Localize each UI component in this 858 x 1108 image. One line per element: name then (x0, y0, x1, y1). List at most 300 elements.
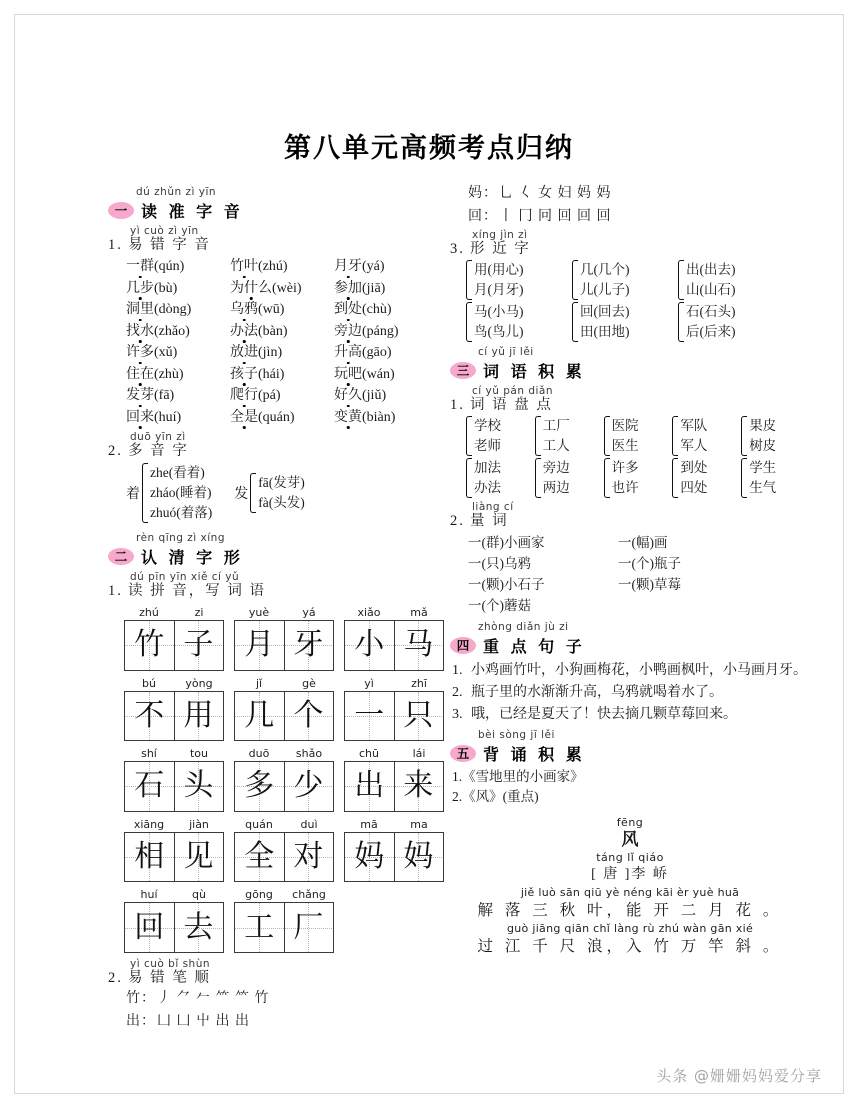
word-term: 许多 (126, 345, 154, 360)
pair-items (680, 416, 707, 456)
grid-word-boxes (234, 620, 334, 671)
pair-item: 树皮 (749, 438, 777, 453)
word-term: 回来 (126, 409, 154, 425)
sub-yicuobishun (108, 958, 438, 987)
word-cell (230, 321, 334, 343)
grid-word-pinyin (124, 817, 224, 832)
pair-items (749, 458, 776, 498)
grid-word-pinyin (124, 676, 224, 691)
pinyin-label: chū (359, 747, 379, 761)
word-row (126, 299, 438, 321)
sentence-text: 瓶子里的水渐渐升高，乌鸦就喝着水了。 (471, 685, 723, 700)
pair-item: 两边 (542, 480, 570, 495)
measure-word-item: 一(个)瓶子 (618, 556, 681, 571)
pair-item: 也许 (611, 480, 639, 495)
pair-item: 山(山石) (686, 282, 736, 297)
word-term: 升高 (334, 345, 362, 360)
pair-row (466, 260, 810, 300)
section-2-badge: 二 (108, 548, 134, 565)
word-cell (126, 342, 230, 364)
character-glyph: 石 (134, 769, 165, 803)
word-pinyin: (jìn) (258, 345, 283, 360)
brace-icon (678, 302, 684, 342)
pair-group (466, 458, 527, 498)
pair-items (543, 416, 570, 456)
sub-yicuoziyin-title: 易 错 字 音 (128, 237, 211, 253)
pair-group (741, 458, 802, 498)
pair-items (686, 302, 736, 342)
word-pinyin: (zhú) (258, 259, 288, 274)
ciyupandian-groups (466, 416, 810, 498)
character-box (174, 833, 223, 882)
sub-duoyinzi (108, 431, 438, 460)
pair-items (749, 416, 776, 456)
word-pinyin: (dòng) (154, 302, 192, 317)
word-term: 爬行 (230, 388, 258, 403)
polyphone-items (150, 463, 212, 523)
pair-item: 儿(儿子) (580, 282, 630, 297)
stroke-line (468, 183, 810, 205)
character-box (345, 833, 394, 882)
word-pinyin: (jiā) (362, 280, 386, 296)
pair-item: 出(出去) (686, 262, 736, 277)
word-cell (126, 256, 230, 278)
sub-yicuoziyin-line (108, 237, 438, 254)
right-column (450, 182, 810, 958)
word-term: 到处 (334, 302, 362, 317)
character-glyph: 回 (134, 910, 165, 944)
word-pinyin: (wū) (258, 302, 285, 317)
stroke-line (126, 1011, 438, 1033)
sub-liangci-index: 2. (450, 513, 465, 529)
word-term: 变黄 (334, 409, 362, 425)
pair-items (474, 458, 501, 498)
poem-title-pinyin: fēng (616, 816, 644, 829)
pinyin-label: yá (302, 606, 316, 619)
grid-word-boxes (344, 620, 444, 671)
xingjinzi-groups (466, 260, 810, 342)
pinyin-label: gè (302, 676, 316, 690)
sub-ciyupandian-pinyin: cí yǔ pán diǎn (472, 385, 553, 397)
character-box (125, 903, 174, 952)
word-pinyin: (hái) (258, 366, 285, 382)
pair-group (466, 302, 564, 342)
section-1-badge: 一 (108, 202, 134, 219)
word-cell (334, 407, 438, 429)
grid-word-boxes (234, 691, 334, 742)
grid-word-boxes (344, 832, 444, 883)
poem-line (450, 922, 810, 957)
two-column-body (0, 182, 858, 1082)
word-term: 放进 (230, 345, 258, 360)
polyphone-reading: zháo(睡着) (150, 485, 212, 500)
pair-item: 马(小马) (474, 304, 524, 319)
grid-word (344, 746, 444, 812)
sub-xingjinzi-title: 形 近 字 (470, 241, 531, 257)
character-glyph: 只 (403, 698, 434, 732)
section-4-pinyin: zhòng diǎn jù zi (478, 621, 569, 633)
brace-icon (466, 302, 472, 342)
grid-word-boxes (124, 761, 224, 812)
brace-icon (535, 458, 541, 498)
measure-word-item (618, 595, 768, 616)
section-5-head (450, 741, 810, 765)
character-glyph: 牙 (293, 628, 324, 662)
character-box (394, 833, 443, 882)
measure-word-item: 一(颗)小石子 (468, 577, 545, 592)
sub-yicuoziyin-pinyin: yì cuò zì yīn (130, 225, 199, 237)
word-row (126, 256, 438, 278)
pinyin-label: jǐ (255, 676, 263, 690)
character-glyph: 竹 (134, 628, 165, 662)
sub-ciyupandian-index: 1. (450, 397, 465, 413)
pinyin-label: zhī (411, 676, 427, 690)
word-pinyin: (huí) (154, 409, 182, 425)
grid-word (234, 887, 334, 953)
pair-row (466, 416, 810, 456)
grid-word (234, 605, 334, 671)
measure-word-item: 一(只)乌鸦 (468, 556, 531, 571)
word-term: 洞里 (126, 302, 154, 317)
section-1-title: 读 准 字 音 (141, 201, 243, 221)
word-term: 几步 (126, 280, 154, 296)
pinyin-label: ma (410, 817, 428, 831)
pair-items (474, 302, 524, 342)
character-box (125, 762, 174, 811)
pair-group (672, 416, 733, 456)
pinyin-label: yòng (185, 676, 213, 690)
word-term: 住在 (126, 366, 154, 382)
measure-word-item: 一(群)小画家 (468, 535, 545, 550)
pair-row (466, 302, 810, 342)
grid-row (124, 746, 438, 812)
word-cell (334, 278, 438, 300)
word-cell (126, 364, 230, 386)
word-row (126, 385, 438, 407)
poem-line-pinyin: guò jiāng qiān chǐ làng rù zhú wàn gān xié (506, 922, 754, 935)
sentence-number: 3. (452, 707, 463, 722)
brace-icon (466, 260, 472, 300)
liangci-table (468, 532, 810, 616)
brace-icon (466, 458, 472, 498)
character-box (235, 692, 284, 741)
measure-word-row (468, 574, 810, 595)
character-glyph: 子 (183, 628, 214, 662)
sub-duoyinzi-title: 多 音 字 (128, 443, 189, 459)
sentence-row (452, 682, 810, 703)
pair-items (580, 302, 630, 342)
sub-dupinyin-line (108, 583, 438, 600)
section-4-head (450, 633, 810, 657)
character-glyph: 妈 (403, 840, 434, 874)
word-row (126, 342, 438, 364)
pinyin-label: huí (140, 888, 158, 902)
sub-yicuobishun-index: 2. (108, 969, 123, 986)
pair-items (474, 260, 524, 300)
word-term: 乌鸦 (230, 302, 258, 317)
word-term: 旁边 (334, 323, 362, 339)
character-glyph: 全 (244, 840, 275, 874)
word-term: 参加 (334, 280, 362, 296)
grid-word (124, 605, 224, 671)
pair-group (672, 458, 733, 498)
brace-icon (535, 416, 541, 456)
pair-item: 学校 (474, 418, 501, 433)
character-glyph: 妈 (354, 840, 385, 874)
character-glyph: 对 (293, 840, 324, 874)
sub-xingjinzi-index: 3. (450, 241, 465, 257)
sub-yicuobishun-title: 易 错 笔 顺 (128, 969, 211, 986)
pair-item: 后(后来) (686, 324, 736, 339)
section-4-badge: 四 (450, 637, 476, 654)
character-box (235, 621, 284, 670)
grid-word (124, 746, 224, 812)
pinyin-label: lái (412, 747, 426, 761)
character-box (284, 833, 333, 882)
stroke-order-right (450, 183, 810, 228)
pinyin-label: mǎ (410, 606, 428, 619)
sub-duoyinzi-pinyin: duō yīn zì (130, 431, 186, 443)
stroke-line (126, 988, 438, 1010)
word-term: 找水 (126, 323, 154, 339)
grid-word (124, 887, 224, 953)
measure-word-row (468, 595, 810, 616)
sub-liangci-pinyin: liàng cí (472, 501, 514, 513)
polyphone-reading: zhuó(着落) (150, 505, 213, 520)
section-2-title: 认 清 字 形 (141, 547, 243, 567)
pinyin-label: duō (248, 747, 270, 761)
pinyin-label: quán (245, 817, 273, 831)
grid-word (234, 746, 334, 812)
pair-item: 医生 (611, 438, 639, 453)
poem-lines (450, 886, 810, 957)
grid-word-boxes (234, 902, 334, 953)
sub-ciyupandian (450, 385, 810, 414)
pinyin-label: xiāng (133, 817, 165, 831)
pair-item: 田(田地) (580, 324, 630, 339)
pair-item: 几(几个) (580, 262, 630, 277)
pair-item: 加法 (474, 460, 501, 475)
stroke-char: 竹： (126, 990, 156, 1006)
word-pinyin: (jiǔ) (362, 388, 387, 403)
word-pinyin: (qún) (154, 259, 185, 274)
grid-word (344, 817, 444, 883)
pinyin-label: zhú (139, 606, 159, 619)
brace-icon (572, 260, 578, 300)
grid-row (124, 676, 438, 742)
pair-items (680, 458, 707, 498)
section-3 (450, 346, 810, 382)
pair-item: 旁边 (542, 460, 570, 475)
word-cell (334, 299, 438, 321)
pair-group (604, 458, 665, 498)
left-column (108, 182, 438, 1033)
pinyin-label: gōng (245, 888, 273, 902)
word-cell (126, 407, 230, 429)
grid-word-boxes (124, 691, 224, 742)
pinyin-label: jiàn (189, 817, 209, 831)
word-term: 竹叶 (230, 259, 258, 274)
section-3-badge: 三 (450, 362, 476, 379)
character-glyph: 多 (244, 769, 275, 803)
pinyin-label: shí (141, 747, 157, 761)
word-cell (334, 385, 438, 407)
pair-items (612, 416, 639, 456)
pair-item: 医院 (611, 418, 639, 433)
sub-duoyinzi-index: 2. (108, 443, 123, 459)
recite-list (452, 767, 810, 807)
polyphone-reading: zhe(看着) (150, 465, 205, 480)
pair-group (466, 416, 527, 456)
word-pinyin: (biàn) (362, 409, 396, 425)
section-1 (108, 186, 438, 222)
sentence-row (452, 704, 810, 725)
sub-yicuoziyin-index: 1. (108, 237, 123, 253)
sub-ciyupandian-title: 词 语 盘 点 (470, 397, 553, 413)
poem-block (450, 816, 810, 957)
pair-group (535, 458, 596, 498)
brace-icon (604, 416, 610, 456)
pinyin-label: chǎng (292, 888, 326, 902)
brace-icon (741, 458, 747, 498)
word-cell (126, 385, 230, 407)
polyphone-group (126, 463, 212, 523)
character-box (235, 903, 284, 952)
word-cell (126, 278, 230, 300)
poem-author: [ 唐 ]李 峤 (591, 867, 669, 882)
pinyin-label: tou (189, 747, 208, 761)
word-cell (334, 364, 438, 386)
word-cell (230, 256, 334, 278)
section-1-pinyin: dú zhǔn zì yīn (136, 186, 217, 198)
pair-group (466, 260, 564, 300)
stroke-char: 妈： (468, 186, 498, 201)
section-5 (450, 729, 810, 765)
sub-ciyupandian-line (450, 397, 810, 414)
pinyin-label: yuè (248, 606, 270, 619)
poem-author-pinyin: táng lǐ qiáo (596, 851, 664, 864)
pair-items (612, 458, 639, 498)
pinyin-label: zi (194, 606, 204, 619)
grid-word-pinyin (234, 746, 334, 761)
character-glyph: 出 (354, 769, 385, 803)
character-box (345, 762, 394, 811)
character-box (125, 692, 174, 741)
word-pinyin: (yá) (362, 259, 385, 274)
grid-word-boxes (344, 691, 444, 742)
brace-icon (466, 416, 472, 456)
section-2-head (108, 544, 438, 568)
sub-dupinyin-index: 1. (108, 583, 123, 599)
pair-items (580, 260, 630, 300)
word-term: 好久 (334, 388, 362, 403)
poem-line-text: 过 江 千 尺 浪，入 竹 万 竿 斜 。 (477, 938, 783, 955)
character-glyph: 来 (403, 769, 434, 803)
sentence-text: 哦，已经是夏天了！快去摘几颗草莓回来。 (471, 707, 737, 722)
word-row (126, 407, 438, 429)
character-glyph: 工 (244, 910, 275, 944)
grid-word-boxes (234, 832, 334, 883)
pinyin-label: duì (300, 817, 318, 831)
section-3-pinyin: cí yǔ jī lěi (478, 346, 534, 358)
character-glyph: 少 (293, 769, 324, 803)
character-box (125, 833, 174, 882)
grid-word (344, 676, 444, 742)
word-pinyin: (chù) (362, 302, 392, 317)
character-glyph: 一 (354, 698, 385, 732)
pair-item: 四处 (680, 480, 708, 495)
word-cell (126, 299, 230, 321)
sentence-number: 1. (452, 663, 463, 678)
grid-word (124, 676, 224, 742)
word-pinyin: (fā) (154, 388, 175, 403)
grid-word-pinyin (344, 817, 444, 832)
measure-word-item: 一(颗)草莓 (618, 577, 681, 592)
grid-word-boxes (344, 761, 444, 812)
word-pinyin: (bàn) (258, 323, 288, 339)
word-pinyin: (páng) (362, 323, 399, 339)
character-glyph: 几 (244, 698, 275, 732)
sub-liangci (450, 501, 810, 530)
pair-item: 军队 (680, 418, 708, 433)
grid-word-boxes (234, 761, 334, 812)
key-sentences (452, 660, 810, 725)
word-cell (334, 256, 438, 278)
grid-word-pinyin (344, 746, 444, 761)
measure-word-row (468, 553, 810, 574)
section-2 (108, 532, 438, 568)
word-pinyin: (pá) (258, 388, 281, 403)
pair-item: 果皮 (749, 418, 777, 433)
stroke-char: 出： (126, 1013, 156, 1029)
grid-word-pinyin (234, 605, 334, 620)
yicuoziyin-table (126, 256, 438, 428)
section-3-head (450, 358, 810, 382)
character-glyph: 相 (134, 840, 165, 874)
character-box (174, 762, 223, 811)
character-box (284, 903, 333, 952)
pinyin-label: bú (142, 676, 156, 690)
pair-group (572, 260, 670, 300)
stroke-sequence: 乚 𡿨 女 妇 妈 妈 (499, 186, 612, 201)
character-box (345, 621, 394, 670)
grid-word (124, 817, 224, 883)
pair-group (535, 416, 596, 456)
character-glyph: 用 (183, 698, 214, 732)
poem-line-pinyin: jiě luò sān qiū yè néng kāi èr yuè huā (520, 886, 740, 899)
character-glyph: 月 (244, 628, 275, 662)
grid-word-pinyin (234, 676, 334, 691)
measure-word-row (468, 532, 810, 553)
character-glyph: 头 (183, 769, 214, 803)
grid-word (234, 676, 334, 742)
word-pinyin: (zhù) (154, 366, 184, 382)
word-pinyin: (quán) (258, 409, 295, 425)
grid-word-pinyin (234, 887, 334, 902)
word-cell (230, 407, 334, 429)
character-box (174, 692, 223, 741)
sub-duoyinzi-line (108, 443, 438, 460)
word-cell (334, 342, 438, 364)
polyphone-items (258, 473, 304, 513)
pair-item: 用(用心) (474, 262, 524, 277)
pinyin-label: shǎo (295, 747, 323, 761)
pinyin-label: xiǎo (357, 606, 381, 619)
recite-item: 2.《风》(重点) (452, 789, 539, 804)
sub-yicuobishun-pinyin: yì cuò bǐ shùn (130, 957, 211, 970)
grid-word-pinyin (124, 746, 224, 761)
brace-icon (672, 416, 678, 456)
